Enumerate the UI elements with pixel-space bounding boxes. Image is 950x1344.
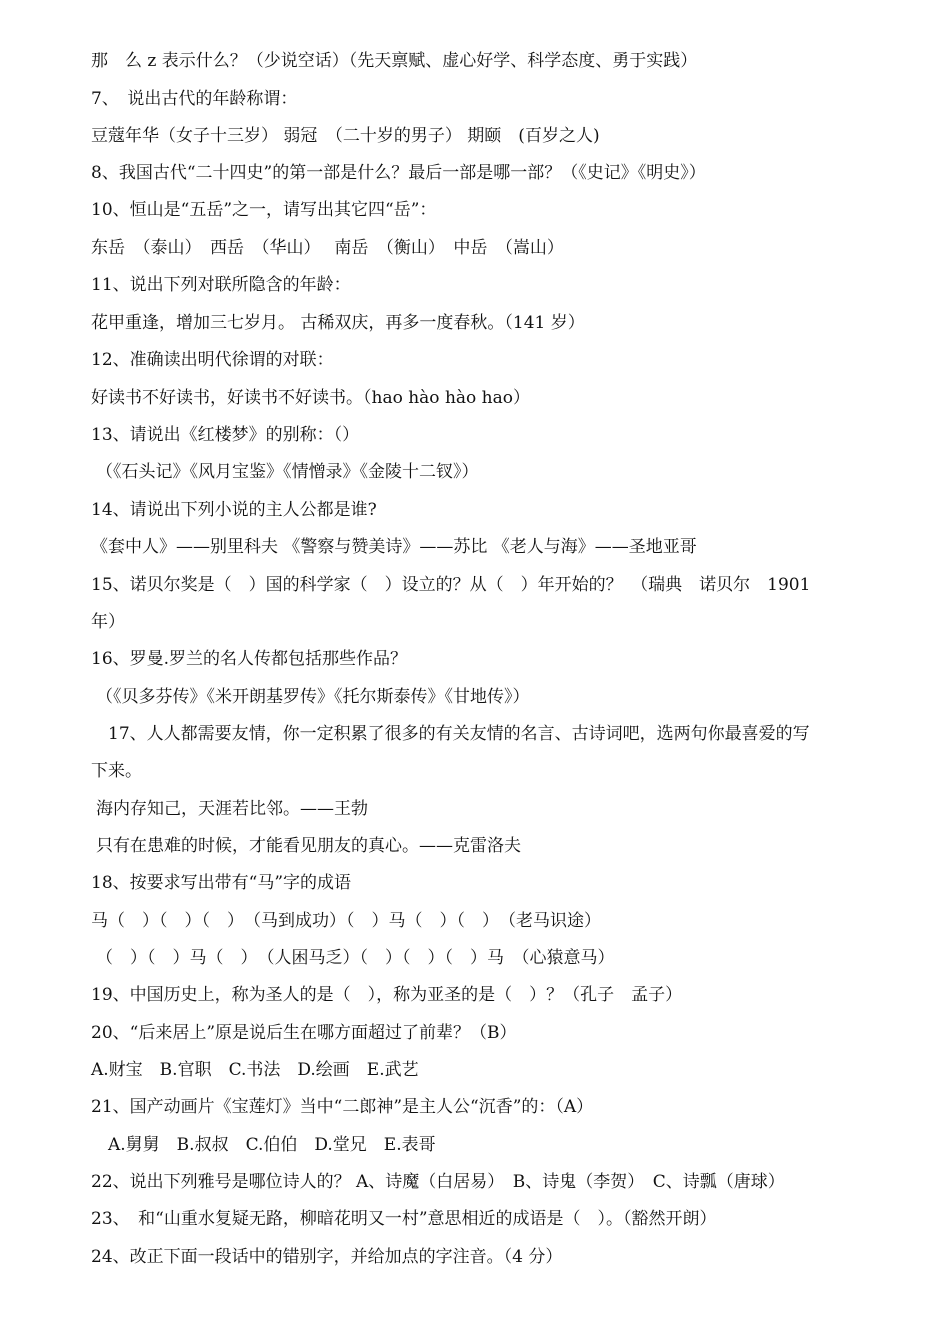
options-line: A.舅舅 B.叔叔 C.伯伯 D.堂兄 E.表哥 xyxy=(108,1135,436,1155)
answer-line: 年） xyxy=(91,612,125,632)
question-24: 24、改正下面一段话中的错别字，并给加点的字注音。（4 分） xyxy=(91,1247,563,1267)
question-8: 8、我国古代“二十四史”的第一部是什么？最后一部是哪一部？（《史记》《明史》） xyxy=(91,163,706,183)
answer-line: 好读书不好读书，好读书不好读书。（hao hào hào hao） xyxy=(91,388,530,408)
question-21: 21、国产动画片《宝莲灯》当中“二郎神”是主人公“沉香”的：（A） xyxy=(91,1097,594,1117)
question-12: 12、准确读出明代徐谓的对联： xyxy=(91,350,334,370)
answer-line: 海内存知己，天涯若比邻。——王勃 xyxy=(96,799,368,819)
answer-line: （《贝多芬传》《米开朗基罗传》《托尔斯泰传》《甘地传》） xyxy=(96,687,530,707)
answer-line: （ ）（ ）马（ ） （人困马乏）（ ）（ ）（ ）马 （心猿意马） xyxy=(96,948,615,968)
question-15: 15、诺贝尔奖是（ ）国的科学家（ ）设立的？从（ ）年开始的？ （瑞典 诺贝尔 1901 xyxy=(91,575,811,595)
question-18: 18、按要求写出带有“马”字的成语 xyxy=(91,873,352,893)
question-16: 16、罗曼.罗兰的名人传都包括那些作品？ xyxy=(91,649,408,669)
question-17: 17、人人都需要友情，你一定积累了很多的有关友情的名言、古诗词吧，选两句你最喜爱的写 xyxy=(108,724,810,744)
text-line: 那 么 z 表示什么？（少说空话）（先天禀赋、虚心好学、科学态度、勇于实践） xyxy=(91,51,698,71)
question-14: 14、请说出下列小说的主人公都是谁? xyxy=(91,500,377,520)
answer-line: 东岳 （泰山） 西岳 （华山） 南岳 （衡山） 中岳 （嵩山） xyxy=(91,238,564,258)
answer-line: 花甲重逢，增加三七岁月。 古稀双庆，再多一度春秋。（141 岁） xyxy=(91,313,585,333)
question-23: 23、 和“山重水复疑无路，柳暗花明又一村”意思相近的成语是（ ）。（豁然开朗） xyxy=(91,1209,717,1229)
answer-line: 马（ ）（ ）（ ） （马到成功）（ ）马（ ）（ ） （老马识途） xyxy=(91,911,601,931)
question-11: 11、说出下列对联所隐含的年龄： xyxy=(91,275,351,295)
answer-line: 《套中人》——别里科夫 《警察与赞美诗》——苏比 《老人与海》——圣地亚哥 xyxy=(91,537,697,557)
question-10: 10、恒山是“五岳”之一，请写出其它四“岳”： xyxy=(91,200,437,220)
answer-line: （《石头记》《风月宝鉴》《情憎录》《金陵十二钗》） xyxy=(96,462,479,482)
text-line: 下来。 xyxy=(91,761,142,781)
answer-line: 豆蔻年华（女子十三岁） 弱冠 （二十岁的男子） 期颐 (百岁之人) xyxy=(91,126,600,146)
question-19: 19、中国历史上，称为圣人的是（ ），称为亚圣的是（ ）？（孔子 孟子） xyxy=(91,985,683,1005)
question-20: 20、“后来居上”原是说后生在哪方面超过了前辈？（B） xyxy=(91,1023,517,1043)
question-7: 7、 说出古代的年龄称谓： xyxy=(91,89,298,109)
answer-line: 只有在患难的时候，才能看见朋友的真心。——克雷洛夫 xyxy=(96,836,521,856)
question-22: 22、说出下列雅号是哪位诗人的？ A、诗魔（白居易） B、诗鬼（李贺） C、诗瓢（唐球） xyxy=(91,1172,785,1192)
question-13: 13、请说出《红楼梦》的别称：（） xyxy=(91,425,360,445)
options-line: A.财宝 B.官职 C.书法 D.绘画 E.武艺 xyxy=(91,1060,419,1080)
